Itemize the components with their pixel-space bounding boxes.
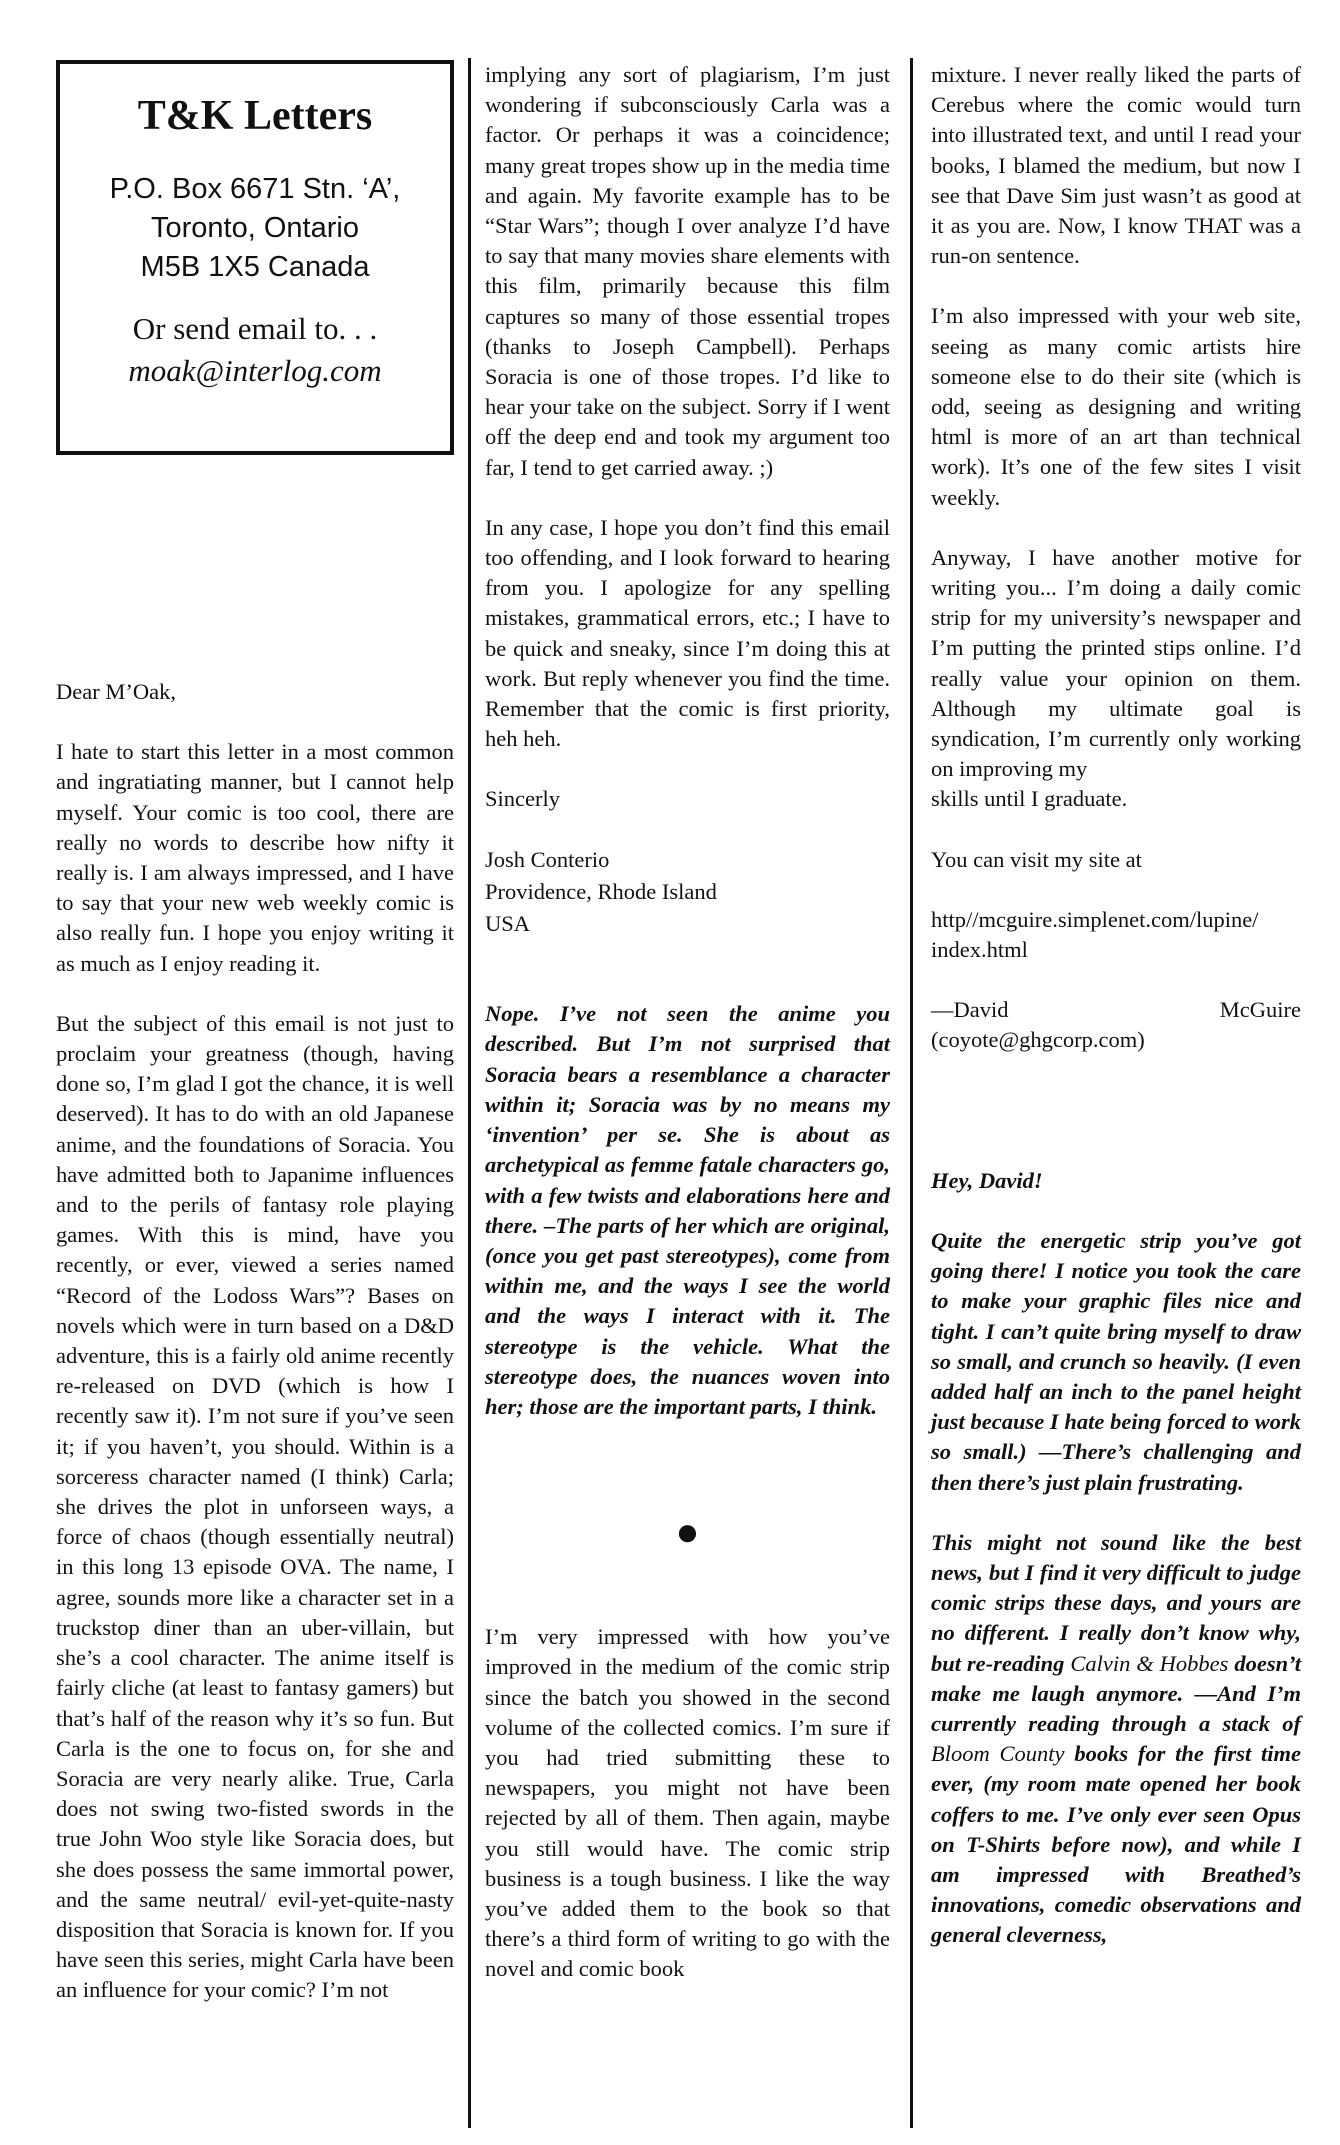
email-address: moak@interlog.com <box>128 353 382 388</box>
signature-country: USA <box>485 911 531 937</box>
page-title: T&K Letters <box>137 93 373 139</box>
reply-text: doesn’t make me laugh anymore. —And I’m currently reading through a stack of <box>931 1650 1302 1736</box>
mailing-address-line: P.O. Box 6671 Stn. ‘A’, <box>109 173 401 205</box>
reply-text: books for the first time ever, (my room mate opened her book coffers to me. I’ve only ever seen Opus on T-Shirts before now), and while I am impressed with Breathed’s innovations, comedic observations and general cleverness, <box>931 1741 1301 1948</box>
letter-paragraph: I hate to start this letter in a most common and ingratiating manner, but I cannot help myself. Your comic is too cool, there are really no words to describe how nifty it really is. I am always impressed, and I have to say that your new web weekly comic is also really fun. I hope you enjoy writing it as much as I enjoy reading it. <box>56 739 454 976</box>
editor-reply <box>931 1166 1301 1951</box>
column-divider <box>910 58 913 2128</box>
editor-reply <box>485 999 890 1422</box>
letter-paragraph: Anyway, I have another motive for writing you... I’m doing a daily comic strip for my university’s newspaper and I’m putting the printed stips online. I’d really value your opinion on them. Although my ultimate goal is syndication, I’m currently only working on improving my <box>931 544 1301 782</box>
separator-bullet: ● <box>675 1509 700 1555</box>
address-box <box>56 60 454 455</box>
email-prompt: Or send email to. . . <box>132 311 378 346</box>
letter-closing: Sincerly <box>485 786 560 812</box>
reply-paragraph: Quite the energetic strip you’ve got going there! I notice you took the care to make your graphic files nice and tight. I can’t quite bring myself to draw so small, and crunch so heavily. (I even added half an inch to the panel height just because I hate being forced to work so small.) —There’s challenging and then there’s just plain frustrating. <box>931 1227 1301 1495</box>
reply-paragraph: Nope. I’ve not seen the anime you described. But I’m not surprised that Soracia bears a resemblance a character within it; Soracia was by no means my ‘invention’ per se. She is about as archetypical as femme fatale characters go, with a few twists and elaborations here and there. –The parts of her which are original, (once you get past stereotypes), come from within me, and the ways I see the world and the ways I interact with it. The stereotype is the vehicle. What the stereotype does, the nuances woven into her; those are the important parts, I think. <box>485 1001 890 1419</box>
signature-first: —David <box>931 997 1009 1023</box>
mailing-address-line: M5B 1X5 Canada <box>140 251 370 283</box>
letter-paragraph: implying any sort of plagiarism, I’m just wondering if subconsciously Carla was a factor. Or perhaps it was a coincidence; many great tropes show up in the media time and again. My favorite example has to be “Star Wars”; though I over analyze I’d have to say that many movies share elements with this film, primarily because this film captures so many of those essential tropes (thanks to Joseph Campbell). Perhaps Soracia is one of those tropes. I’d like to hear your take on the subject. Sorry if I went off the deep end and took my argument too far, I tend to get carried away. ;) <box>485 62 890 480</box>
column-1 <box>56 60 454 2036</box>
letter-signature <box>485 845 890 940</box>
signature-name: Josh Conterio <box>485 846 610 872</box>
reply-greeting: Hey, David! <box>931 1167 1043 1193</box>
letter-paragraph: skills until I graduate. <box>931 786 1128 812</box>
signature-last: McGuire <box>1219 997 1301 1023</box>
letter-paragraph: mixture. I never really liked the parts of Cerebus where the comic would turn into illustrated text, and until I read your books, I blamed the medium, but now I see that Dave Sim just wasn’t as good at it as you are. Now, I know THAT was a run-on sentence. <box>931 62 1301 269</box>
signature-place: Providence, Rhode Island <box>485 878 717 904</box>
letter-salutation: Dear M’Oak, <box>56 679 176 704</box>
letter-paragraph: You can visit my site at <box>931 846 1142 872</box>
book-title: Calvin & Hobbes <box>1070 1650 1229 1676</box>
letter-signature <box>931 995 1301 1025</box>
reply-paragraph <box>931 1528 1301 1951</box>
letter-paragraph: In any case, I hope you don’t find this email too offending, and I look forward to hearing from you. I apologize for any spelling mistakes, grammatical errors, etc.; I have to be quick and sneaky, since I’m doing this at work. But reply whenever you find the time. Remember that the comic is first priority, heh heh. <box>485 514 890 752</box>
signature-email: (coyote@ghgcorp.com) <box>931 1027 1145 1053</box>
column-2 <box>485 60 890 2015</box>
letter-paragraph: I’m very impressed with how you’ve improved in the medium of the comic strip since the batch you showed in the second volume of the collected comics. I’m sure if you had tried submitting these to newspapers, you might not have been rejected by all of them. Then again, maybe you still would have. The comic strip business is a tough business. I like the way you’ve added them to the book so that there’s a third form of writing to go with the novel and comic book <box>485 1624 890 1982</box>
letter-paragraph: But the subject of this email is not just to proclaim your greatness (though, having done so, I’m glad I got the chance, it is well deserved). It has to do with an old Japanese anime, and the foundations of Soracia. You have admitted both to Japanime influences and to the perils of fantasy role playing games. With this is mind, have you recently, or ever, viewed a series named “Record of the Lodoss Wars”? Bases on novels which were in turn based on a D&D adventure, this is a fairly old anime recently re-released on DVD (which is how I recently saw it). I’m not sure if you’ve seen it; if you haven’t, you should. Within is a sorceress character named (I think) Carla; she drives the plot in unforseen ways, a force of chaos (though essentially neutral) in this long 13 episode OVA. The name, I agree, sounds more like a character set in a truckstop diner than an uber-villain, but she’s a cool character. The anime itself is fairly cliche (at least to fantasy gamers) but that’s half of the reason why it’s so fun. But Carla is the one to focus on, for she and Soracia are very nearly alike. True, Carla does not swing two-fisted swords in the true John Woo style like Soracia does, but she does possess the same immortal power, and the same neutral/ evil-yet-quite-nasty disposition that Soracia is known for. If you have seen this series, might Carla have been an influence for your comic? I’m not <box>56 1010 454 2003</box>
url-line: http//mcguire.simplenet.com/lupine/ <box>931 906 1259 932</box>
mailing-address-line: Toronto, Ontario <box>151 212 359 244</box>
column-divider <box>468 58 471 2128</box>
reply-text: This might not sound like the best news, but I find it very difficult to judge comic strips these days, and yours are no different. I really don’t know why, but re-reading <box>931 1529 1301 1676</box>
website-url <box>931 905 1301 965</box>
book-title: Bloom County <box>931 1741 1065 1767</box>
letter-paragraph: I’m also impressed with your web site, seeing as many comic artists hire someone else to do their site (which is odd, seeing as designing and writing html is more of an art than technical work). It’s one of the few sites I visit weekly. <box>931 303 1301 510</box>
column-3 <box>931 60 1301 1981</box>
url-line: index.html <box>931 937 1028 963</box>
